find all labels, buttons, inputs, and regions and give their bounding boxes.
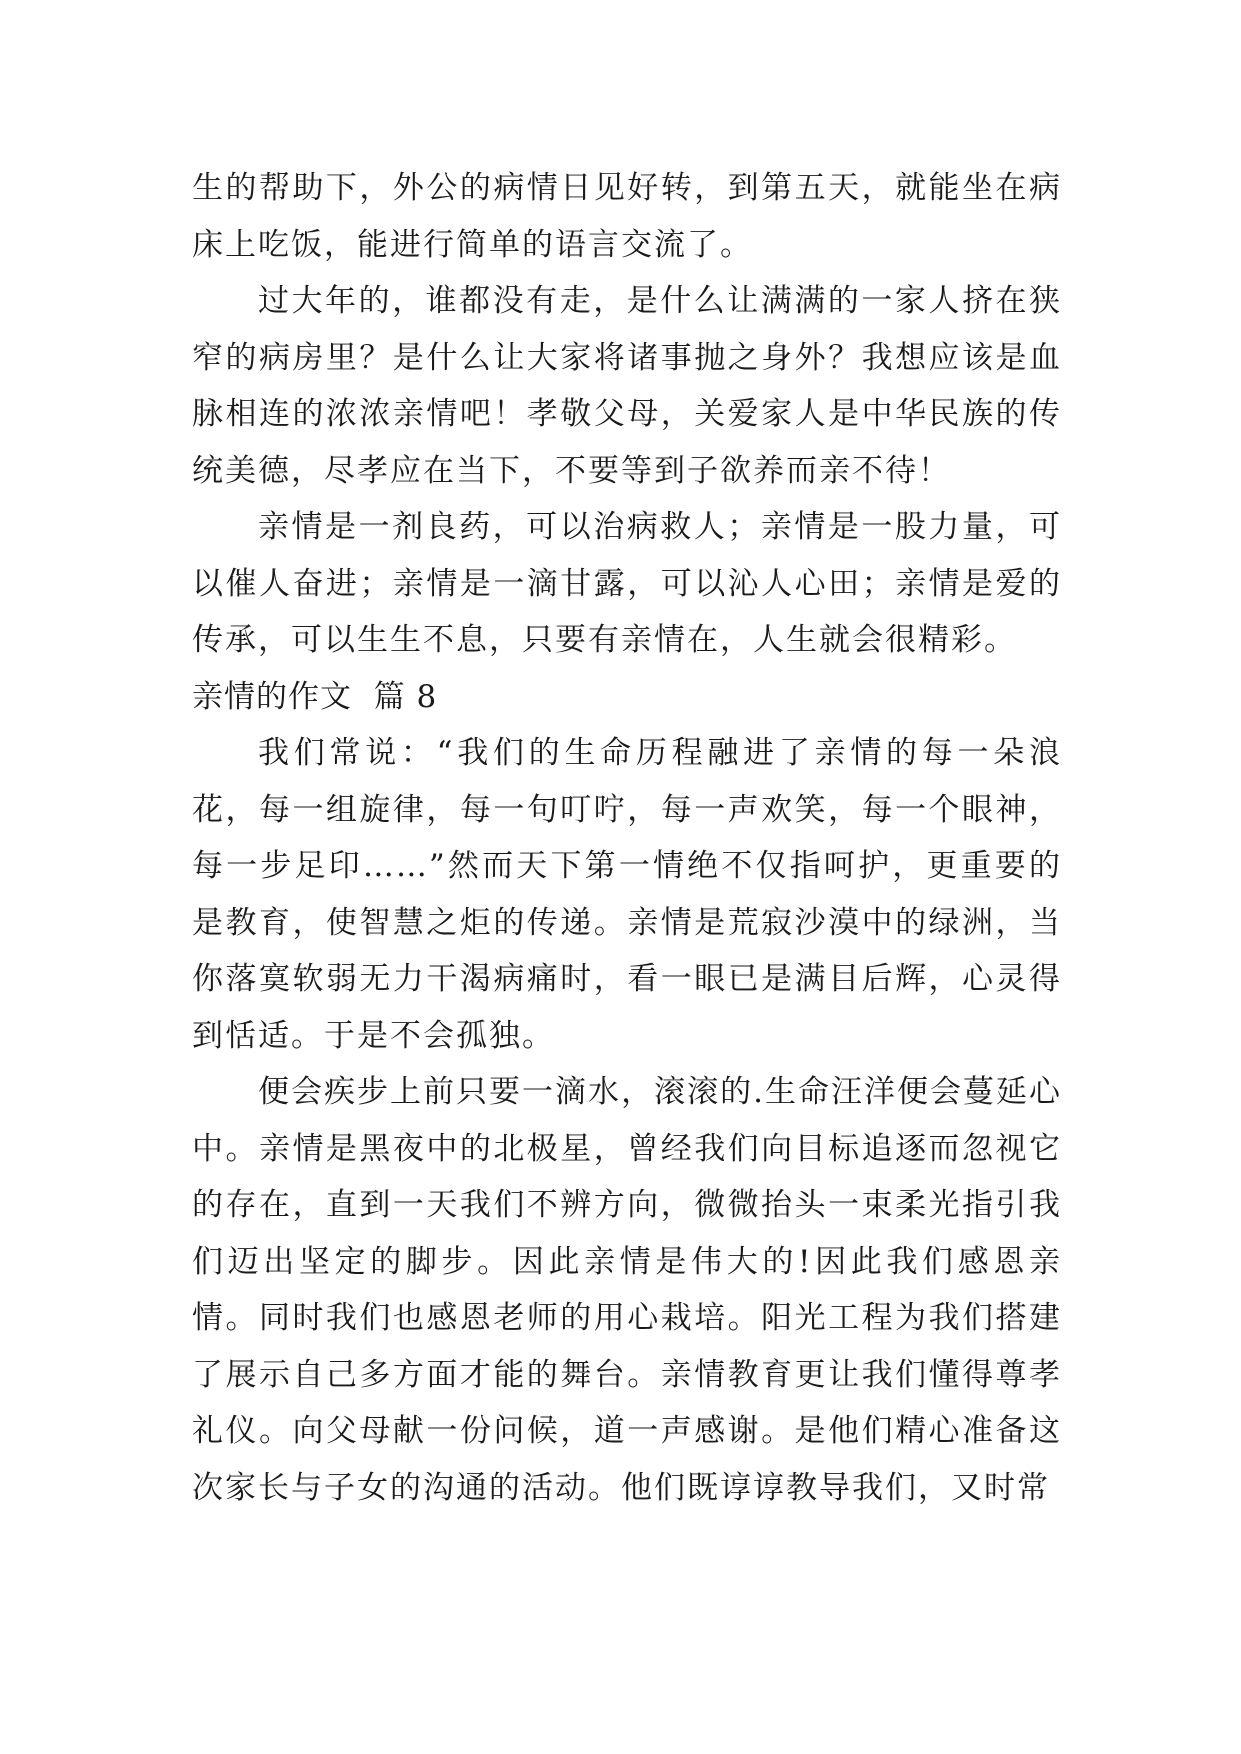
paragraph: 过大年的，谁都没有走，是什么让满满的一家人挤在狭窄的病房里？是什么让大家将诸事抛之身外？我想应该是血脉相连的浓浓亲情吧！孝敬父母，关爱家人是中华民族的传统美德，尽孝应在当下，不要等到子欲养而亲不待！ [192,283,1062,489]
paragraph: 便会疾步上前只要一滴水，滚滚的.生命汪洋便会蔓延心中。亲情是黑夜中的北极星，曾经我们向目标追逐而忽视它的存在，直到一天我们不辨方向，微微抬头一束柔光指引我们迈出坚定的脚步。因此亲情是伟大的!因此我们感恩亲情。同时我们也感恩老师的用心栽培。阳光工程为我们搭建了展示自己多方面才能的舞台。亲情教育更让我们懂得尊孝礼仪。向父母献一份问候，道一声感谢。是他们精心准备这次家长与子女的沟通的活动。他们既谆谆教导我们，又时常 [192,1074,1062,1506]
paragraph: 生的帮助下，外公的病情日见好转，到第五天，就能坐在病床上吃饭，能进行简单的语言交流了。 [192,170,1062,263]
paragraph: 我们常说：“我们的生命历程融进了亲情的每一朵浪花，每一组旋律，每一句叮咛，每一声欢笑，每一个眼神，每一步足印……”然而天下第一情绝不仅指呵护，更重要的是教育，使智慧之炬的传递。亲情是荒寂沙漠中的绿洲，当你落寞软弱无力干渴病痛时，看一眼已是满目后辉，心灵得到恬适。于是不会孤独。 [192,735,1062,1054]
document-body [192,160,1062,1516]
section-heading: 亲情的作文 篇 8 [192,678,438,715]
paragraph: 亲情是一剂良药，可以治病救人；亲情是一股力量，可以催人奋进；亲情是一滴甘露，可以沁人心田；亲情是爱的传承，可以生生不息，只要有亲情在，人生就会很精彩。 [192,509,1062,658]
